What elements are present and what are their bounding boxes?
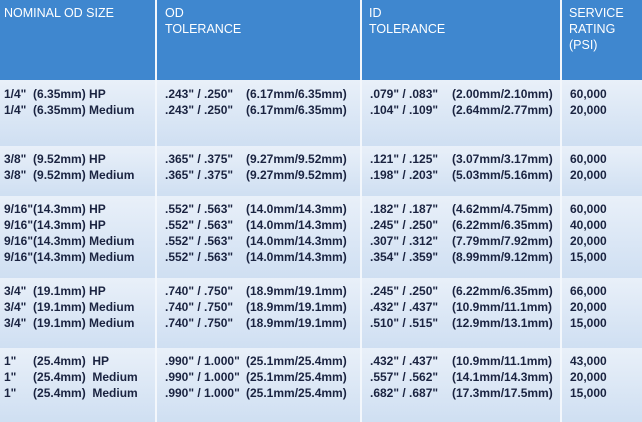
cell-id-in: .079" / .083": [370, 87, 439, 101]
cell-id-mm: (10.9mm/11.1mm): [452, 354, 553, 368]
header-line: SERVICE: [569, 6, 624, 20]
cell-od-in: .243" / .250": [165, 87, 234, 101]
cell-psi: 60,000: [570, 152, 607, 166]
cell-od-mm: (18.9mm/19.1mm): [246, 300, 347, 314]
cell-psi: 20,000: [570, 370, 607, 384]
cell-od-in: .552" / .563": [165, 218, 234, 232]
cell-od-in: .365" / .375": [165, 152, 234, 166]
table-row: [0, 233, 642, 249]
header-od-tolerance: [165, 0, 355, 80]
cell-psi: 40,000: [570, 218, 607, 232]
cell-size: 9/16"(14.3mm) HP: [4, 202, 106, 216]
cell-id-mm: (6.22mm/6.35mm): [452, 284, 553, 298]
cell-size: 1/4" (6.35mm) HP: [4, 87, 106, 101]
cell-id-mm: (2.00mm/2.10mm): [452, 87, 553, 101]
cell-id-mm: (7.79mm/7.92mm): [452, 234, 553, 248]
cell-size: 9/16"(14.3mm) Medium: [4, 234, 135, 248]
cell-od-in: .990" / 1.000": [165, 354, 240, 368]
column-divider: [155, 0, 157, 422]
cell-psi: 60,000: [570, 87, 607, 101]
header-line: ID: [369, 6, 382, 20]
cell-id-in: .307" / .312": [370, 234, 439, 248]
cell-od-in: .740" / .750": [165, 300, 234, 314]
cell-psi: 15,000: [570, 250, 607, 264]
table-row: [0, 151, 642, 167]
cell-id-in: .121" / .125": [370, 152, 439, 166]
cell-od-in: .552" / .563": [165, 202, 234, 216]
table-row: [0, 86, 642, 102]
cell-od-mm: (6.17mm/6.35mm): [246, 87, 347, 101]
header-nominal-od-size: [4, 0, 154, 80]
cell-od-in: .740" / .750": [165, 316, 234, 330]
cell-od-mm: (14.0mm/14.3mm): [246, 234, 347, 248]
table-row: [0, 385, 642, 401]
cell-od-in: .552" / .563": [165, 234, 234, 248]
table-header: [0, 0, 642, 80]
table-row: [0, 353, 642, 369]
cell-id-mm: (2.64mm/2.77mm): [452, 103, 553, 117]
cell-id-in: .432" / .437": [370, 300, 439, 314]
cell-psi: 20,000: [570, 168, 607, 182]
cell-id-in: .510" / .515": [370, 316, 439, 330]
header-line: TOLERANCE: [165, 22, 242, 36]
cell-id-mm: (14.1mm/14.3mm): [452, 370, 553, 384]
cell-psi: 20,000: [570, 103, 607, 117]
cell-od-mm: (25.1mm/25.4mm): [246, 354, 347, 368]
header-service-rating: [569, 0, 639, 80]
table-row: [0, 201, 642, 217]
cell-id-mm: (10.9mm/11.1mm): [452, 300, 553, 314]
cell-size: 3/8" (9.52mm) Medium: [4, 168, 135, 182]
cell-size: 3/4" (19.1mm) Medium: [4, 300, 135, 314]
cell-size: 9/16"(14.3mm) HP: [4, 218, 106, 232]
cell-od-mm: (9.27mm/9.52mm): [246, 152, 347, 166]
cell-od-mm: (14.0mm/14.3mm): [246, 202, 347, 216]
cell-psi: 60,000: [570, 202, 607, 216]
table-row: [0, 249, 642, 265]
cell-size: 1" (25.4mm) Medium: [4, 370, 138, 384]
table-row: [0, 102, 642, 118]
cell-id-in: .182" / .187": [370, 202, 439, 216]
cell-id-mm: (12.9mm/13.1mm): [452, 316, 553, 330]
cell-od-mm: (6.17mm/6.35mm): [246, 103, 347, 117]
cell-id-mm: (3.07mm/3.17mm): [452, 152, 553, 166]
cell-od-mm: (14.0mm/14.3mm): [246, 218, 347, 232]
table-row: [0, 315, 642, 331]
cell-size: 3/8" (9.52mm) HP: [4, 152, 106, 166]
cell-od-mm: (25.1mm/25.4mm): [246, 370, 347, 384]
cell-od-mm: (14.0mm/14.3mm): [246, 250, 347, 264]
cell-od-mm: (9.27mm/9.52mm): [246, 168, 347, 182]
cell-psi: 43,000: [570, 354, 607, 368]
cell-psi: 20,000: [570, 234, 607, 248]
cell-id-mm: (4.62mm/4.75mm): [452, 202, 553, 216]
cell-od-in: .552" / .563": [165, 250, 234, 264]
cell-size: 1/4" (6.35mm) Medium: [4, 103, 135, 117]
cell-id-in: .557" / .562": [370, 370, 439, 384]
cell-id-in: .198" / .203": [370, 168, 439, 182]
column-divider: [360, 0, 362, 422]
table-row: [0, 369, 642, 385]
table-row: [0, 217, 642, 233]
column-divider: [560, 0, 562, 422]
cell-size: 9/16"(14.3mm) Medium: [4, 250, 135, 264]
cell-id-in: .245" / .250": [370, 284, 439, 298]
cell-od-in: .990" / 1.000": [165, 370, 240, 384]
cell-id-in: .432" / .437": [370, 354, 439, 368]
cell-id-mm: (8.99mm/9.12mm): [452, 250, 553, 264]
cell-od-in: .990" / 1.000": [165, 386, 240, 400]
header-line: RATING: [569, 22, 616, 36]
table-row: [0, 283, 642, 299]
cell-od-in: .740" / .750": [165, 284, 234, 298]
cell-id-mm: (17.3mm/17.5mm): [452, 386, 553, 400]
header-line: NOMINAL OD SIZE: [4, 6, 114, 20]
cell-od-mm: (18.9mm/19.1mm): [246, 316, 347, 330]
header-line: TOLERANCE: [369, 22, 446, 36]
cell-size: 1" (25.4mm) HP: [4, 354, 110, 368]
cell-id-mm: (6.22mm/6.35mm): [452, 218, 553, 232]
cell-id-in: .245" / .250": [370, 218, 439, 232]
cell-od-in: .243" / .250": [165, 103, 234, 117]
header-id-tolerance: [369, 0, 554, 80]
cell-od-in: .365" / .375": [165, 168, 234, 182]
cell-psi: 20,000: [570, 300, 607, 314]
cell-id-in: .354" / .359": [370, 250, 439, 264]
cell-od-mm: (25.1mm/25.4mm): [246, 386, 347, 400]
cell-size: 1" (25.4mm) Medium: [4, 386, 138, 400]
cell-size: 3/4" (19.1mm) HP: [4, 284, 106, 298]
cell-od-mm: (18.9mm/19.1mm): [246, 284, 347, 298]
header-line: OD: [165, 6, 184, 20]
header-line: (PSI): [569, 38, 598, 52]
cell-id-in: .682" / .687": [370, 386, 439, 400]
cell-id-mm: (5.03mm/5.16mm): [452, 168, 553, 182]
cell-size: 3/4" (19.1mm) Medium: [4, 316, 135, 330]
table-row: [0, 299, 642, 315]
cell-id-in: .104" / .109": [370, 103, 439, 117]
cell-psi: 66,000: [570, 284, 607, 298]
cell-psi: 15,000: [570, 316, 607, 330]
cell-psi: 15,000: [570, 386, 607, 400]
table-row: [0, 167, 642, 183]
